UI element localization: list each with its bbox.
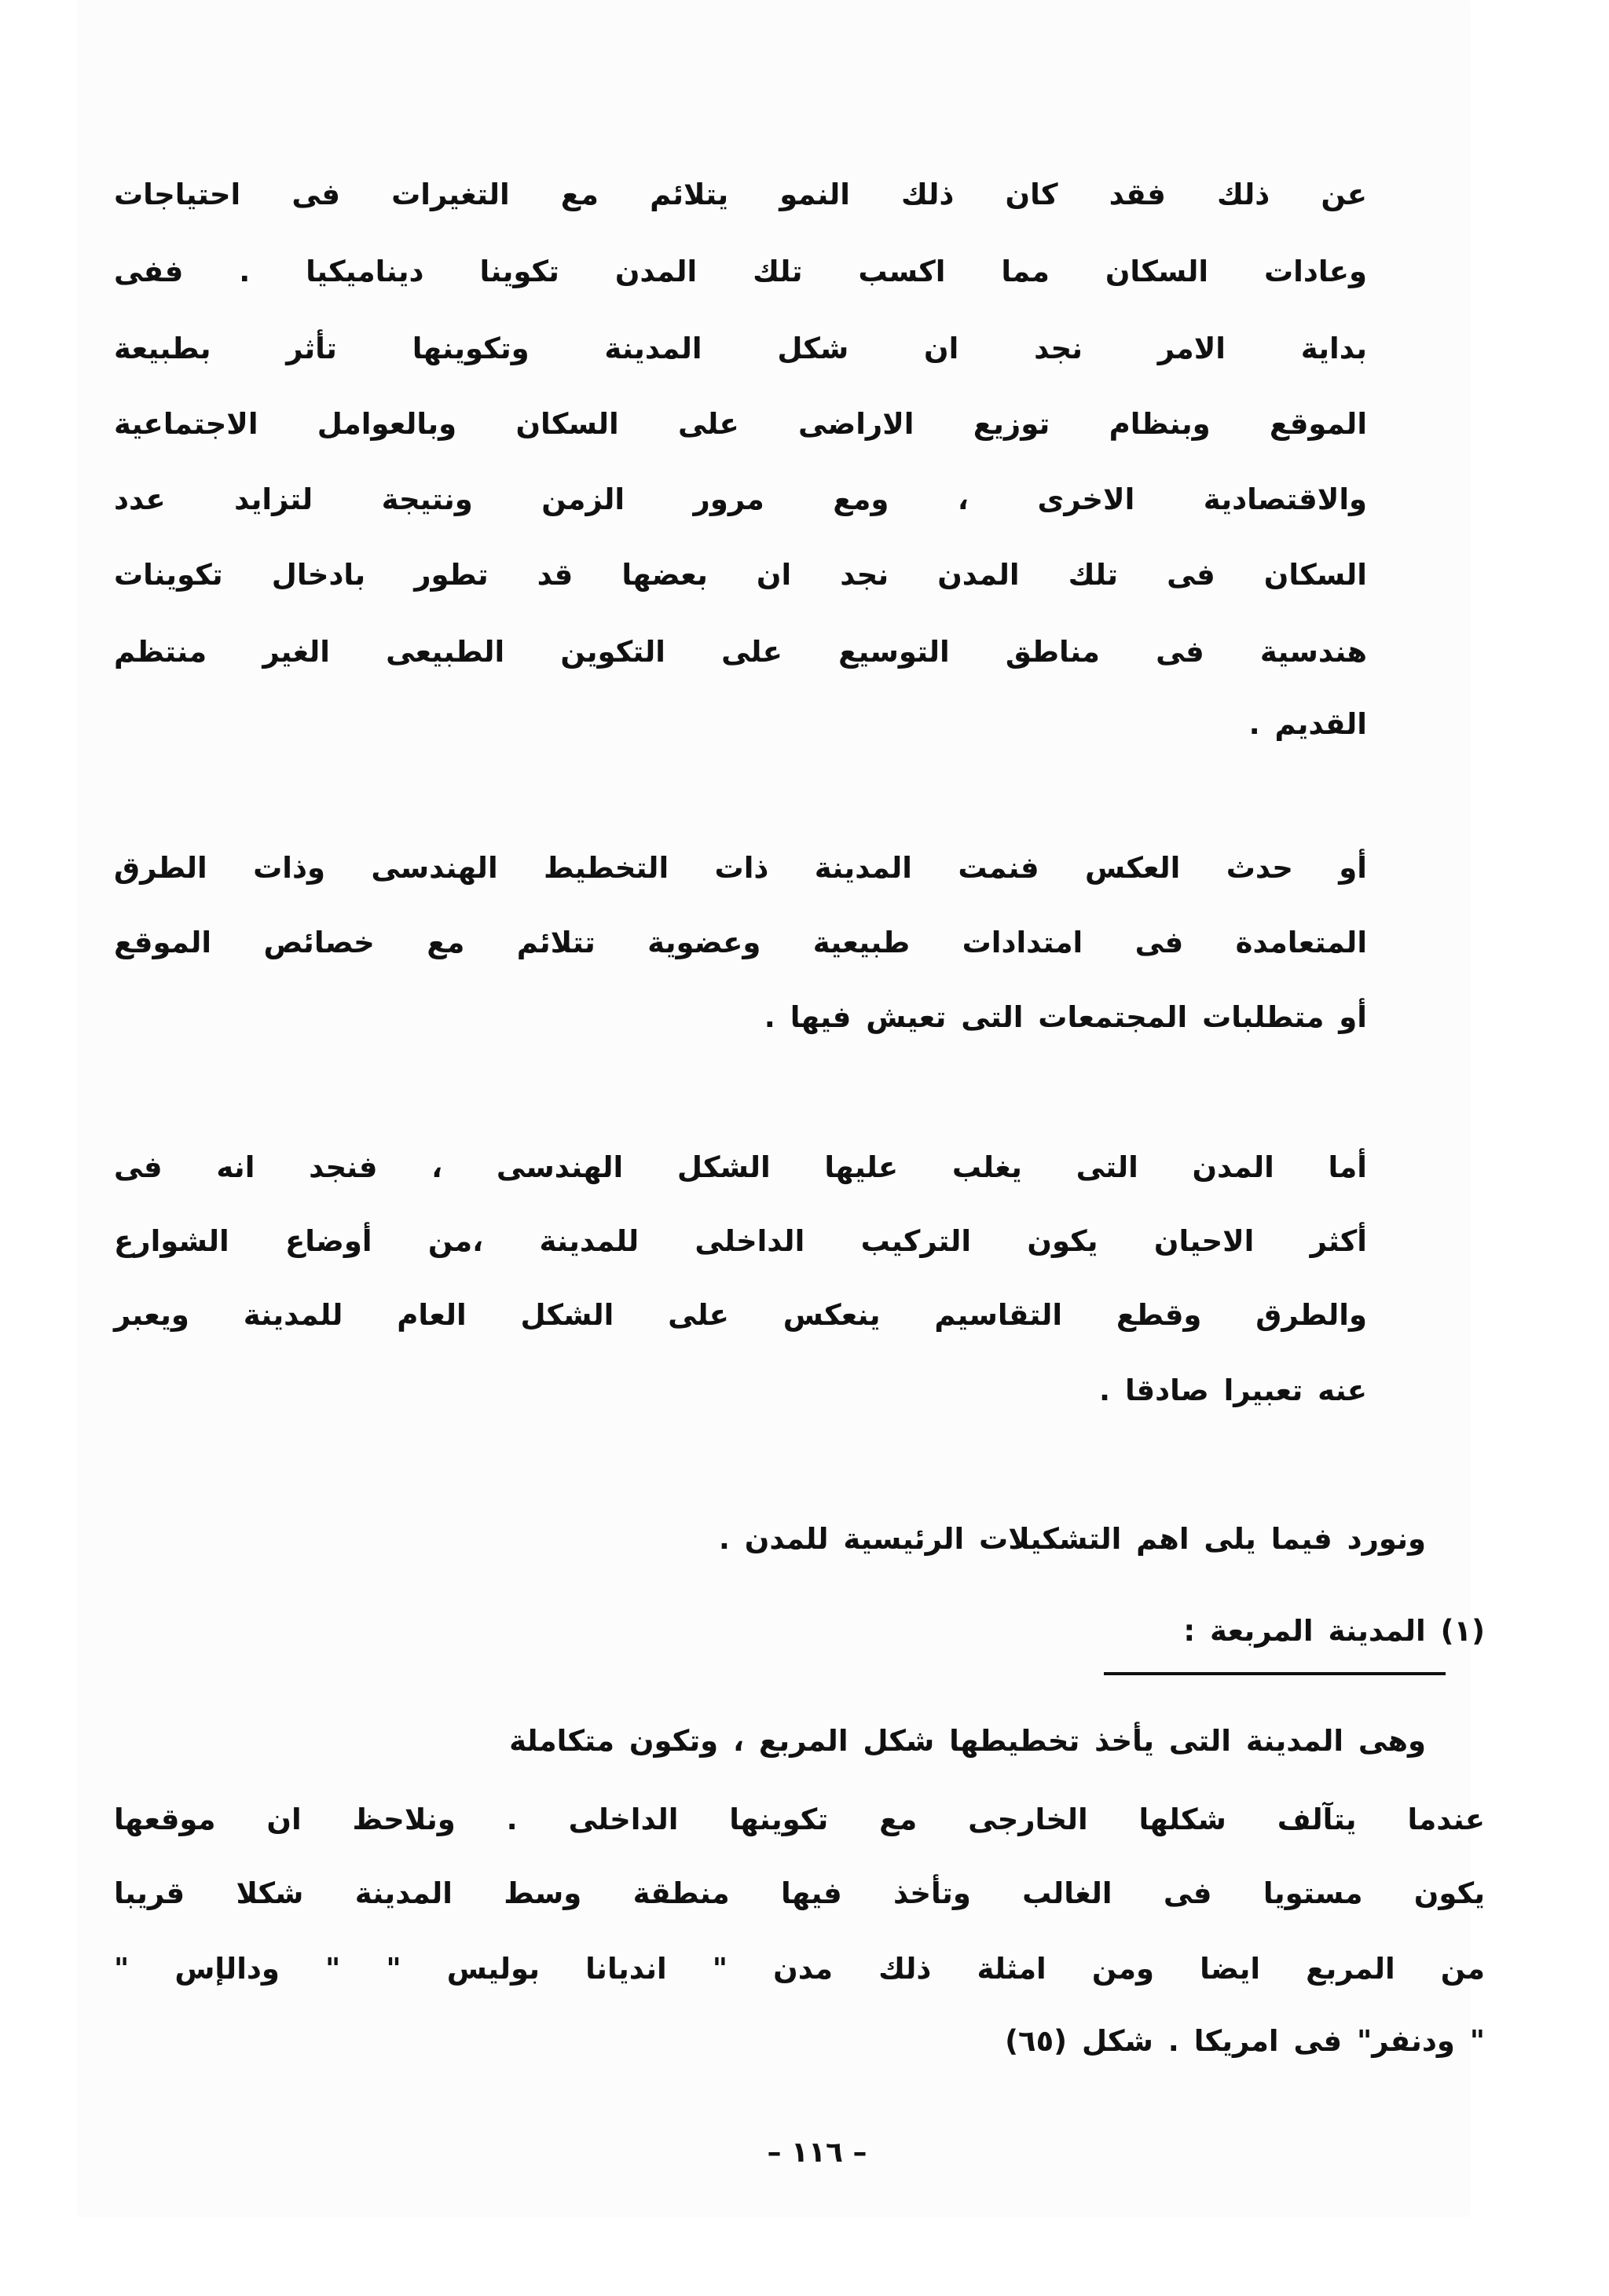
paper-sheet xyxy=(79,0,1485,2216)
paragraph-3-line-2: أكثر الاحيان يكون التركيب الداخلى للمدينة ،من أوضاع الشوارع xyxy=(114,1224,1367,1258)
paragraph-1-line-6: السكان فى تلك المدن نجد ان بعضها قد تطور بادخال تكوينات xyxy=(114,558,1367,592)
paragraph-1-line-3: بداية الامر نجد ان شكل المدينة وتكوينها تأثر بطبيعة xyxy=(114,332,1367,365)
paragraph-2-line-1: أو حدث العكس فنمت المدينة ذات التخطيط الهندسى وذات الطرق xyxy=(114,851,1367,885)
paragraph-1-line-7: هندسية فى مناطق التوسيع على التكوين الطبيعى الغير منتظم xyxy=(114,635,1367,669)
intro-line: ونورد فيما يلى اهم التشكيلات الرئيسية للمدن . xyxy=(718,1522,1426,1556)
paragraph-4-line-2: عندما يتآلف شكلها الخارجى مع تكوينها الداخلى . ونلاحظ ان موقعها xyxy=(114,1803,1485,1836)
paragraph-1-line-2: وعادات السكان مما اكسب تلك المدن تكوينا ديناميكيا . ففى xyxy=(114,255,1367,288)
section-heading: (١) المدينة المربعة : xyxy=(1183,1614,1485,1648)
paragraph-1-line-4: الموقع وبنظام توزيع الاراضى على السكان وبالعوامل الاجتماعية xyxy=(114,407,1367,441)
paragraph-1-line-5: والاقتصادية الاخرى ، ومع مرور الزمن ونتيجة لتزايد عدد xyxy=(114,482,1367,516)
paragraph-1-line-1: عن ذلك فقد كان ذلك النمو يتلائم مع التغيرات فى احتياجات xyxy=(114,178,1367,211)
paragraph-1-line-8: القديم . xyxy=(1248,707,1367,741)
paragraph-2-line-3: أو متطلبات المجتمعات التى تعيش فيها . xyxy=(764,1000,1367,1034)
paragraph-4-line-4: من المربع ايضا ومن امثلة ذلك مدن " انديانا بوليس " " ودالإس " xyxy=(114,1952,1485,1986)
paragraph-4-line-5: " ودنفر" فى امريكا . شكل (٦٥) xyxy=(1005,2024,1485,2058)
heading-underline xyxy=(1104,1672,1446,1675)
paragraph-3-line-4: عنه تعبيرا صادقا . xyxy=(1099,1374,1367,1407)
paragraph-2-line-2: المتعامدة فى امتدادات طبيعية وعضوية تتلائم مع خصائص الموقع xyxy=(114,926,1367,959)
paragraph-3-line-1: أما المدن التى يغلب عليها الشكل الهندسى ، فنجد انه فى xyxy=(114,1150,1367,1184)
paragraph-4-line-3: يكون مستويا فى الغالب وتأخذ فيها منطقة وسط المدينة شكلا قريبا xyxy=(114,1876,1485,1910)
paragraph-4-line-1: وهى المدينة التى يأخذ تخطيطها شكل المربع ، وتكون متكاملة xyxy=(509,1724,1426,1758)
paragraph-3-line-3: والطرق وقطع التقاسيم ينعكس على الشكل العام للمدينة ويعبر xyxy=(114,1298,1367,1332)
page-number: – ١١٦ – xyxy=(767,2136,867,2169)
